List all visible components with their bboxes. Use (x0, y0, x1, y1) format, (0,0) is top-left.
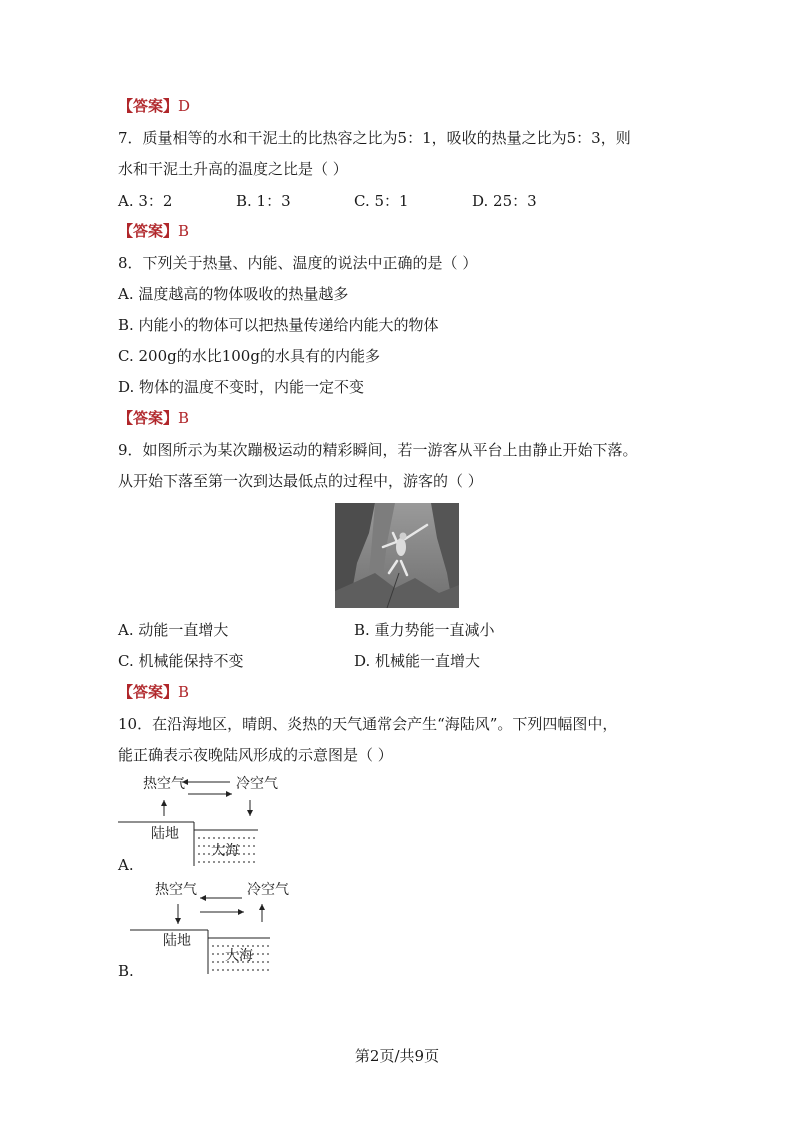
answer-value: B (178, 409, 190, 427)
q7-stem-line2: 水和干泥土升高的温度之比是（ ） (118, 160, 348, 178)
answer-line-q7 (118, 221, 189, 241)
answer-label: 【答案】 (118, 683, 179, 701)
land-label: 陆地 (163, 933, 191, 949)
answer-label: 【答案】 (118, 409, 179, 427)
q8-option-d: D. 物体的温度不变时，内能一定不变 (118, 378, 365, 396)
sea-label: 大海 (211, 843, 239, 859)
q7-option-a: A. 3：2 (118, 192, 173, 210)
q7-option-d: D. 25：3 (472, 192, 537, 210)
q8-option-c: C. 200g的水比100g的水具有的内能多 (118, 347, 380, 365)
hot-air-label: 热空气 (155, 882, 197, 898)
answer-line-q6 (118, 96, 190, 116)
answer-value: B (178, 222, 190, 240)
q10-stem-line1: 10．在沿海地区，晴朗、炎热的天气通常会产生“海陆风”。下列四幅图中， (118, 715, 618, 733)
page-footer: 第2页/共9页 (354, 1047, 440, 1065)
q8-option-b: B. 内能小的物体可以把热量传递给内能大的物体 (118, 316, 439, 334)
answer-value: D (178, 97, 191, 115)
q9-option-a: A. 动能一直增大 (118, 621, 229, 639)
q8-stem: 8．下列关于热量、内能、温度的说法中正确的是（ ） (118, 254, 478, 272)
q10-option-a-label: A. (118, 856, 134, 874)
land-label: 陆地 (151, 826, 179, 842)
answer-label: 【答案】 (118, 97, 179, 115)
answer-line-q9 (118, 682, 189, 702)
answer-label: 【答案】 (118, 222, 179, 240)
sea-label: 大海 (225, 948, 253, 964)
q8-option-a: A. 温度越高的物体吸收的热量越多 (118, 285, 349, 303)
q9-stem-line2: 从开始下落至第一次到达最低点的过程中，游客的（ ） (118, 472, 483, 490)
q9-option-d: D. 机械能一直增大 (354, 652, 481, 670)
q7-option-c: C. 5：1 (354, 192, 409, 210)
q7-stem-line1: 7．质量相等的水和干泥土的比热容之比为5：1，吸收的热量之比为5：3，则 (118, 129, 631, 147)
q10-stem-line2: 能正确表示夜晚陆风形成的示意图是（ ） (118, 746, 393, 764)
sea-land-breeze-diagram-b (120, 876, 290, 976)
q9-stem-line1: 9．如图所示为某次蹦极运动的精彩瞬间，若一游客从平台上由静止开始下落。 (118, 441, 638, 459)
answer-line-q8 (118, 408, 189, 428)
q10-option-b-label: B. (118, 962, 134, 980)
q9-option-b: B. 重力势能一直减小 (354, 621, 495, 639)
hot-air-label: 热空气 (143, 776, 185, 792)
answer-value: B (178, 683, 190, 701)
q7-option-b: B. 1：3 (236, 192, 291, 210)
cold-air-label: 冷空气 (236, 776, 278, 792)
bungee-jumping-photo (335, 503, 459, 608)
cold-air-label: 冷空气 (247, 882, 289, 898)
q9-option-c: C. 机械能保持不变 (118, 652, 244, 670)
sea-land-breeze-diagram-a (110, 770, 280, 870)
